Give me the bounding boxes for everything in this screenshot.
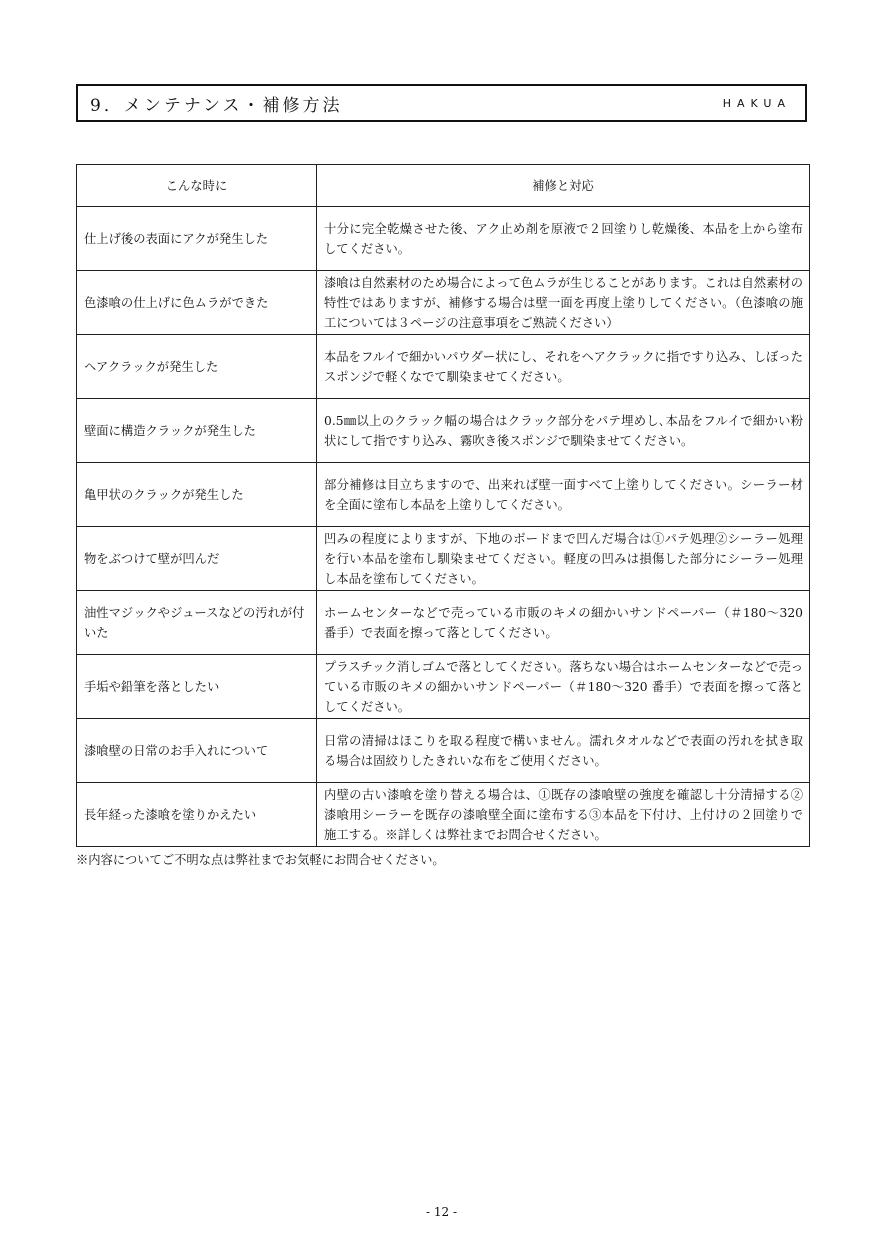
footnote: ※内容についてご不明な点は弊社までお気軽にお問合せください。 xyxy=(76,853,445,867)
section-title: 9．メンテナンス・補修方法 xyxy=(90,95,343,116)
table-row xyxy=(77,591,810,655)
remedy-cell: 0.5㎜以上のクラック幅の場合はクラック部分をパテ埋めし､本品をフルイで細かい粉状にして指ですり込み、霧吹き後スポンジで馴染ませてください。 xyxy=(317,399,810,463)
remedy-cell: ホームセンターなどで売っている市販のキメの細かいサンドペーパー（＃180～320 番手）で表面を擦って落としてください。 xyxy=(317,591,810,655)
table-header-row xyxy=(77,165,810,207)
situation-cell: 手垢や鉛筆を落としたい xyxy=(77,655,317,719)
column-header-remedy: 補修と対応 xyxy=(317,165,810,207)
remedy-cell: プラスチック消しゴムで落としてください。落ちない場合はホームセンターなどで売っている市販のキメの細かいサンドペーパー（＃180～320 番手）で表面を擦って落としてください。 xyxy=(317,655,810,719)
table-row xyxy=(77,271,810,335)
brand-name: HAKUA xyxy=(722,96,791,110)
remedy-cell: 漆喰は自然素材のため場合によって色ムラが生じることがあります。これは自然素材の特性ではありますが、補修する場合は壁一面を再度上塗りしてください。（色漆喰の施工については３ページの注意事項をご熟読ください） xyxy=(317,271,810,335)
situation-cell: 亀甲状のクラックが発生した xyxy=(77,463,317,527)
remedy-cell: 本品をフルイで細かいパウダー状にし、それをヘアクラックに指ですり込み、しぼったスポンジで軽くなでて馴染ませてください。 xyxy=(317,335,810,399)
table-row xyxy=(77,463,810,527)
remedy-cell: 部分補修は目立ちますので、出来れば壁一面すべて上塗りしてください。シーラー材を全面に塗布し本品を上塗りしてください。 xyxy=(317,463,810,527)
table-row xyxy=(77,783,810,847)
table-row xyxy=(77,527,810,591)
situation-cell: 物をぶつけて壁が凹んだ xyxy=(77,527,317,591)
table-row xyxy=(77,207,810,271)
column-header-situation: こんな時に xyxy=(77,165,317,207)
situation-cell: 色漆喰の仕上げに色ムラができた xyxy=(77,271,317,335)
situation-cell: 油性マジックやジュースなどの汚れが付いた xyxy=(77,591,317,655)
table-row xyxy=(77,399,810,463)
page-number: - 12 - xyxy=(425,1205,457,1219)
table-row xyxy=(77,719,810,783)
remedy-cell: 日常の清掃はほこりを取る程度で構いません。濡れタオルなどで表面の汚れを拭き取る場合は固絞りしたきれいな布をご使用ください。 xyxy=(317,719,810,783)
situation-cell: ヘアクラックが発生した xyxy=(77,335,317,399)
situation-cell: 長年経った漆喰を塗りかえたい xyxy=(77,783,317,847)
situation-cell: 仕上げ後の表面にアクが発生した xyxy=(77,207,317,271)
section-header xyxy=(76,84,807,122)
table-row xyxy=(77,335,810,399)
maintenance-table xyxy=(76,164,810,847)
table-row xyxy=(77,655,810,719)
situation-cell: 壁面に構造クラックが発生した xyxy=(77,399,317,463)
remedy-cell: 内壁の古い漆喰を塗り替える場合は、①既存の漆喰壁の強度を確認し十分清掃する②漆喰用シーラーを既存の漆喰壁全面に塗布する③本品を下付け、上付けの２回塗りで施工する。※詳しくは弊社までお問合せください。 xyxy=(317,783,810,847)
situation-cell: 漆喰壁の日常のお手入れについて xyxy=(77,719,317,783)
remedy-cell: 凹みの程度によりますが、下地のボードまで凹んだ場合は①パテ処理②シーラー処理を行い本品を塗布し馴染ませてください。軽度の凹みは損傷した部分にシーラー処理し本品を塗布してください。 xyxy=(317,527,810,591)
remedy-cell: 十分に完全乾燥させた後、アク止め剤を原液で２回塗りし乾燥後、本品を上から塗布してください。 xyxy=(317,207,810,271)
